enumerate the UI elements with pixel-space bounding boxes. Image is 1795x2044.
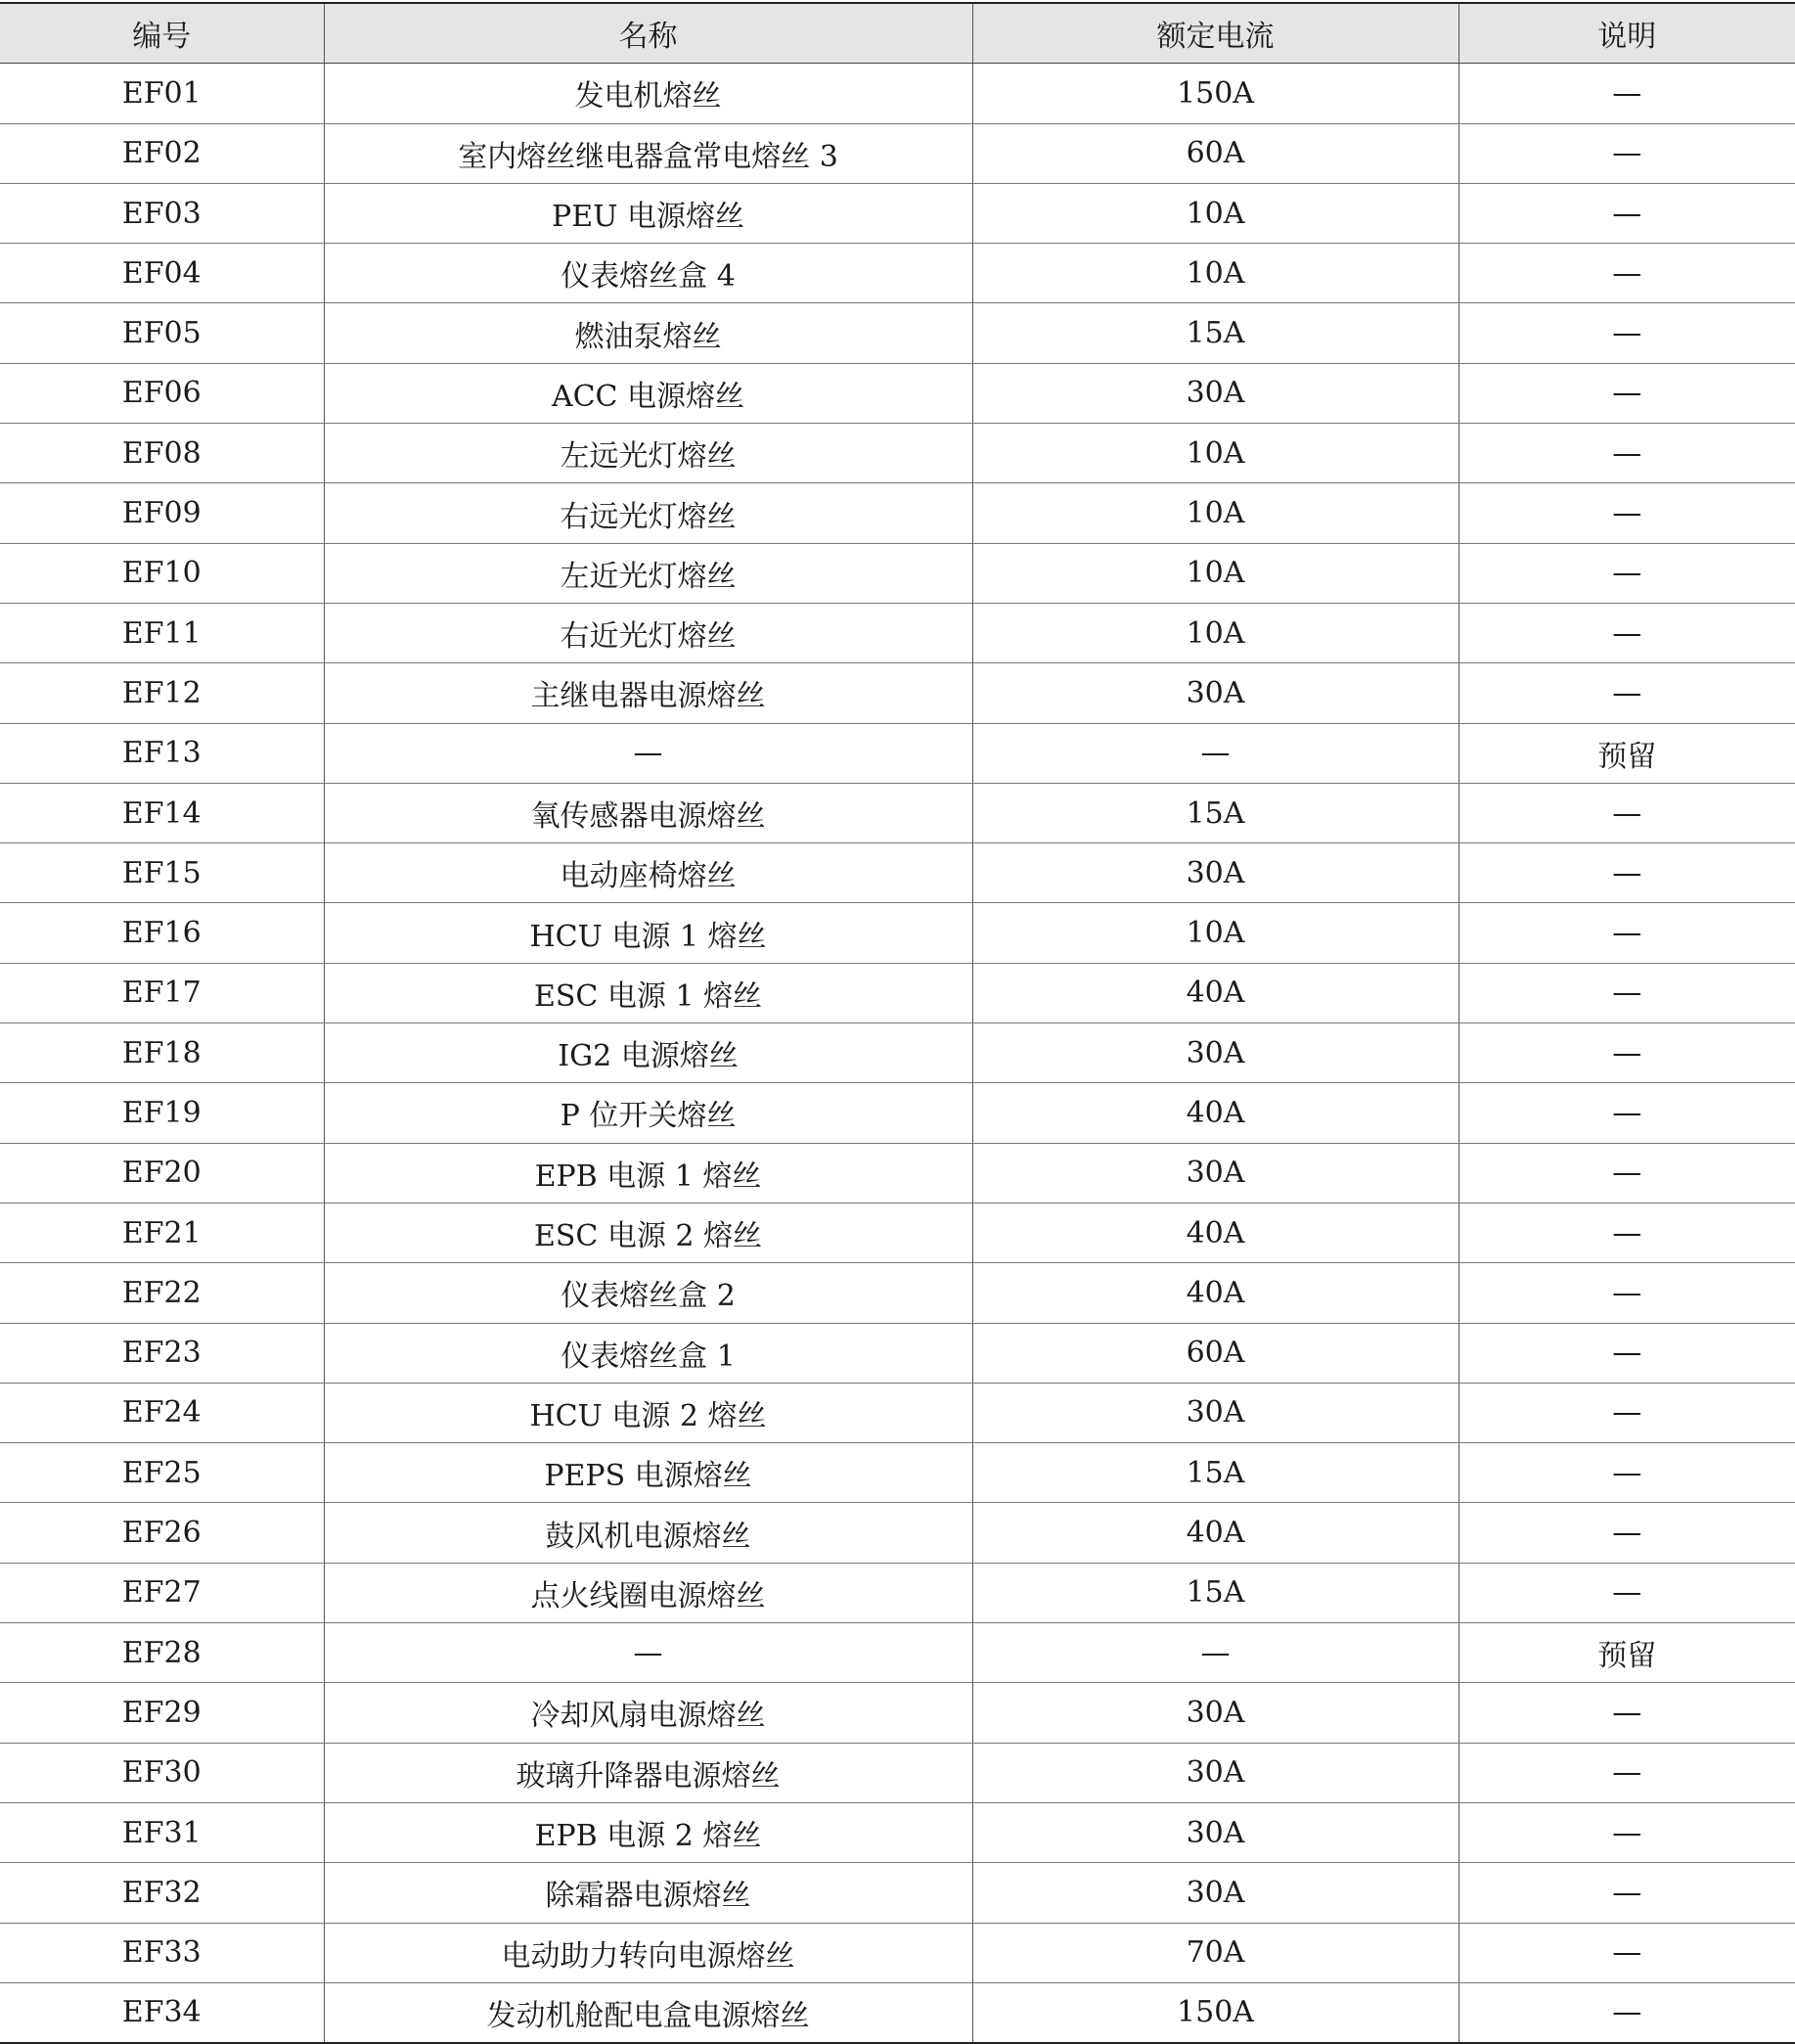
cell-rated-current: 10A: [972, 244, 1458, 303]
table-row: [0, 1023, 1795, 1083]
table-row: [0, 244, 1795, 303]
cell-name: 室内熔丝继电器盒常电熔丝 3: [324, 123, 972, 183]
cell-name: EPB 电源 2 熔丝: [324, 1802, 972, 1862]
cell-note: 预留: [1458, 1623, 1795, 1683]
cell-name: —: [324, 723, 972, 783]
header-row: [0, 3, 1795, 64]
cell-name: P 位开关熔丝: [324, 1083, 972, 1143]
cell-rated-current: 30A: [972, 1023, 1458, 1083]
cell-rated-current: 15A: [972, 783, 1458, 842]
cell-note: —: [1458, 123, 1795, 183]
cell-note: —: [1458, 1503, 1795, 1563]
cell-note: 预留: [1458, 723, 1795, 783]
cell-rated-current: 40A: [972, 1263, 1458, 1323]
cell-note: —: [1458, 1982, 1795, 2043]
cell-name: ESC 电源 1 熔丝: [324, 963, 972, 1022]
cell-code: EF18: [0, 1023, 324, 1083]
cell-note: —: [1458, 1323, 1795, 1383]
table-row: [0, 1563, 1795, 1622]
cell-name: 点火线圈电源熔丝: [324, 1563, 972, 1622]
cell-rated-current: 10A: [972, 903, 1458, 963]
cell-rated-current: 10A: [972, 543, 1458, 603]
cell-code: EF15: [0, 843, 324, 903]
cell-code: EF23: [0, 1323, 324, 1383]
cell-note: —: [1458, 543, 1795, 603]
table-row: [0, 1623, 1795, 1683]
cell-code: EF01: [0, 64, 324, 123]
cell-name: —: [324, 1623, 972, 1683]
cell-code: EF11: [0, 603, 324, 662]
cell-note: —: [1458, 244, 1795, 303]
cell-rated-current: 30A: [972, 1143, 1458, 1203]
cell-code: EF06: [0, 363, 324, 423]
cell-name: 仪表熔丝盒 1: [324, 1323, 972, 1383]
cell-rated-current: 150A: [972, 1982, 1458, 2043]
table-row: [0, 1323, 1795, 1383]
cell-rated-current: 30A: [972, 1863, 1458, 1923]
cell-code: EF05: [0, 303, 324, 363]
cell-note: —: [1458, 1143, 1795, 1203]
cell-rated-current: —: [972, 1623, 1458, 1683]
cell-code: EF19: [0, 1083, 324, 1143]
cell-rated-current: 40A: [972, 1203, 1458, 1262]
cell-note: —: [1458, 1683, 1795, 1743]
table-row: [0, 1923, 1795, 1982]
cell-note: —: [1458, 363, 1795, 423]
cell-note: —: [1458, 1383, 1795, 1442]
cell-code: EF22: [0, 1263, 324, 1323]
cell-name: 玻璃升降器电源熔丝: [324, 1743, 972, 1802]
table-row: [0, 183, 1795, 243]
cell-code: EF02: [0, 123, 324, 183]
cell-name: HCU 电源 2 熔丝: [324, 1383, 972, 1442]
cell-note: —: [1458, 1023, 1795, 1083]
cell-name: 除霜器电源熔丝: [324, 1863, 972, 1923]
cell-rated-current: 30A: [972, 663, 1458, 723]
cell-code: EF28: [0, 1623, 324, 1683]
cell-name: 冷却风扇电源熔丝: [324, 1683, 972, 1743]
cell-code: EF29: [0, 1683, 324, 1743]
cell-rated-current: 15A: [972, 1443, 1458, 1503]
cell-name: 主继电器电源熔丝: [324, 663, 972, 723]
cell-code: EF32: [0, 1863, 324, 1923]
table-body: [0, 64, 1795, 2043]
cell-code: EF13: [0, 723, 324, 783]
cell-note: —: [1458, 1863, 1795, 1923]
cell-name: 右远光灯熔丝: [324, 483, 972, 543]
cell-code: EF10: [0, 543, 324, 603]
cell-note: —: [1458, 424, 1795, 483]
cell-note: —: [1458, 64, 1795, 123]
cell-rated-current: 40A: [972, 963, 1458, 1022]
table-row: [0, 1143, 1795, 1203]
cell-name: IG2 电源熔丝: [324, 1023, 972, 1083]
cell-rated-current: 40A: [972, 1503, 1458, 1563]
cell-name: 发电机熔丝: [324, 64, 972, 123]
table-row: [0, 1683, 1795, 1743]
cell-code: EF31: [0, 1802, 324, 1862]
table-header: [0, 3, 1795, 64]
cell-rated-current: 70A: [972, 1923, 1458, 1982]
cell-code: EF34: [0, 1982, 324, 2043]
cell-rated-current: 30A: [972, 1802, 1458, 1862]
cell-name: 仪表熔丝盒 4: [324, 244, 972, 303]
table-row: [0, 903, 1795, 963]
table-row: [0, 64, 1795, 123]
cell-note: —: [1458, 1203, 1795, 1262]
cell-rated-current: 30A: [972, 1743, 1458, 1802]
cell-code: EF21: [0, 1203, 324, 1262]
table-row: [0, 1503, 1795, 1563]
table-row: [0, 1443, 1795, 1503]
cell-note: —: [1458, 1923, 1795, 1982]
cell-note: —: [1458, 1802, 1795, 1862]
cell-name: 氧传感器电源熔丝: [324, 783, 972, 842]
table-row: [0, 663, 1795, 723]
header-code: 编号: [0, 3, 324, 64]
table-row: [0, 543, 1795, 603]
header-name: 名称: [324, 3, 972, 64]
cell-code: EF04: [0, 244, 324, 303]
cell-rated-current: 60A: [972, 123, 1458, 183]
cell-rated-current: 30A: [972, 843, 1458, 903]
cell-name: 左近光灯熔丝: [324, 543, 972, 603]
table-row: [0, 1383, 1795, 1442]
table-row: [0, 123, 1795, 183]
cell-code: EF14: [0, 783, 324, 842]
table-row: [0, 783, 1795, 842]
cell-rated-current: 10A: [972, 424, 1458, 483]
cell-note: —: [1458, 483, 1795, 543]
cell-name: 电动座椅熔丝: [324, 843, 972, 903]
fuse-table: [0, 2, 1795, 2044]
table-row: [0, 424, 1795, 483]
table-row: [0, 603, 1795, 662]
cell-code: EF27: [0, 1563, 324, 1622]
cell-name: 仪表熔丝盒 2: [324, 1263, 972, 1323]
table-row: [0, 1743, 1795, 1802]
table-row: [0, 963, 1795, 1022]
cell-name: PEU 电源熔丝: [324, 183, 972, 243]
cell-code: EF33: [0, 1923, 324, 1982]
cell-code: EF09: [0, 483, 324, 543]
cell-note: —: [1458, 1743, 1795, 1802]
cell-name: 鼓风机电源熔丝: [324, 1503, 972, 1563]
cell-note: —: [1458, 963, 1795, 1022]
cell-rated-current: 10A: [972, 483, 1458, 543]
cell-rated-current: 60A: [972, 1323, 1458, 1383]
table-row: [0, 483, 1795, 543]
cell-name: 发动机舱配电盒电源熔丝: [324, 1982, 972, 2043]
table-row: [0, 1263, 1795, 1323]
table-row: [0, 303, 1795, 363]
cell-rated-current: 30A: [972, 363, 1458, 423]
header-rated-current: 额定电流: [972, 3, 1458, 64]
cell-code: EF17: [0, 963, 324, 1022]
cell-name: ESC 电源 2 熔丝: [324, 1203, 972, 1262]
cell-note: —: [1458, 843, 1795, 903]
table-row: [0, 1203, 1795, 1262]
cell-code: EF24: [0, 1383, 324, 1442]
cell-note: —: [1458, 1083, 1795, 1143]
table-row: [0, 363, 1795, 423]
cell-rated-current: 10A: [972, 603, 1458, 662]
table-row: [0, 723, 1795, 783]
table-row: [0, 1863, 1795, 1923]
cell-note: —: [1458, 183, 1795, 243]
cell-code: EF08: [0, 424, 324, 483]
cell-name: 电动助力转向电源熔丝: [324, 1923, 972, 1982]
cell-name: HCU 电源 1 熔丝: [324, 903, 972, 963]
table-row: [0, 1802, 1795, 1862]
cell-code: EF16: [0, 903, 324, 963]
cell-note: —: [1458, 603, 1795, 662]
cell-code: EF12: [0, 663, 324, 723]
cell-note: —: [1458, 303, 1795, 363]
cell-code: EF26: [0, 1503, 324, 1563]
cell-name: EPB 电源 1 熔丝: [324, 1143, 972, 1203]
cell-rated-current: 15A: [972, 303, 1458, 363]
cell-code: EF03: [0, 183, 324, 243]
table-row: [0, 843, 1795, 903]
cell-note: —: [1458, 783, 1795, 842]
cell-rated-current: 150A: [972, 64, 1458, 123]
cell-code: EF30: [0, 1743, 324, 1802]
cell-note: —: [1458, 663, 1795, 723]
cell-rated-current: 30A: [972, 1683, 1458, 1743]
cell-rated-current: 40A: [972, 1083, 1458, 1143]
table-row: [0, 1083, 1795, 1143]
cell-code: EF20: [0, 1143, 324, 1203]
cell-name: ACC 电源熔丝: [324, 363, 972, 423]
header-note: 说明: [1458, 3, 1795, 64]
cell-rated-current: —: [972, 723, 1458, 783]
cell-note: —: [1458, 903, 1795, 963]
cell-rated-current: 15A: [972, 1563, 1458, 1622]
cell-rated-current: 30A: [972, 1383, 1458, 1442]
cell-name: 左远光灯熔丝: [324, 424, 972, 483]
cell-name: PEPS 电源熔丝: [324, 1443, 972, 1503]
cell-code: EF25: [0, 1443, 324, 1503]
cell-note: —: [1458, 1263, 1795, 1323]
table-row: [0, 1982, 1795, 2043]
cell-note: —: [1458, 1443, 1795, 1503]
cell-name: 右近光灯熔丝: [324, 603, 972, 662]
cell-name: 燃油泵熔丝: [324, 303, 972, 363]
cell-note: —: [1458, 1563, 1795, 1622]
cell-rated-current: 10A: [972, 183, 1458, 243]
